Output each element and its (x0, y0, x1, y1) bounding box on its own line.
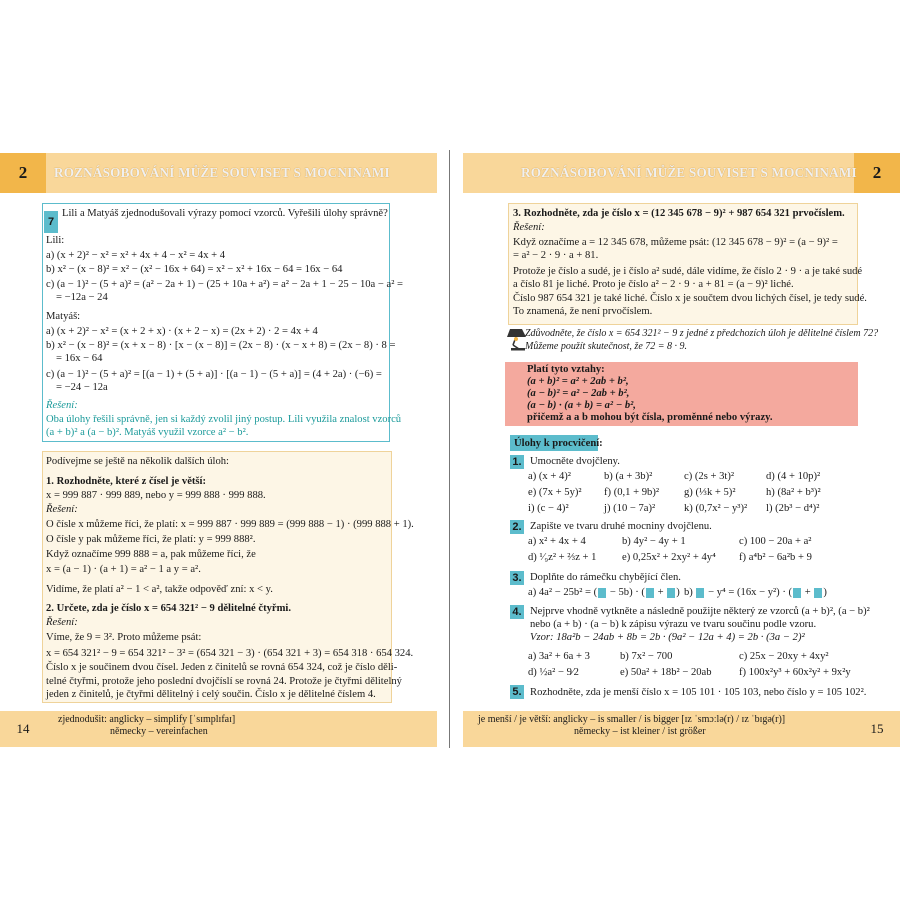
task4-line: nebo (a + b) · (a − b) k zápisu výrazu ve tvaru součinu podle vzoru. (530, 619, 817, 630)
matyas-line: = −24 − 12a (56, 382, 108, 393)
right-gloss-line: německy – ist kleiner / ist größer (574, 726, 706, 737)
task3-a-plus: + (654, 587, 667, 598)
q3-line: Když označíme a = 12 345 678, můžeme psát: (12 345 678 − 9)² = (a − 9)² = (513, 237, 838, 248)
task3-number: 3. (510, 571, 524, 585)
task7-number: 7 (44, 211, 58, 233)
task3-a-start: a) 4a² − 25b² = ( (528, 587, 598, 598)
q3-solution-label: Řešení: (513, 222, 545, 233)
task2-item: d) ¹⁄₉z² + ⅔z + 1 (528, 552, 597, 563)
q1-title: 1. Rozhodněte, které z čísel je větší: (46, 476, 207, 487)
task1-number: 1. (510, 455, 524, 469)
task1-item: a) (x + 4)² (528, 471, 571, 482)
task7-box (42, 203, 390, 442)
answer-box[interactable] (696, 588, 704, 598)
task4-line: Nejprve vhodně vytkněte a následně použijte některý ze vzorců (a + b)², (a − b)² (530, 606, 870, 617)
task4-item: e) 50a² + 18b² − 20ab (620, 667, 712, 678)
q3-line: a číslo 81 je liché. Proto je číslo a² − 2 · 9 · a + 81 = (a − 9)² liché. (513, 279, 794, 290)
task1-item: i) (c − 4)² (528, 503, 569, 514)
note-line: Můžeme použít skutečnost, že 72 = 8 · 9. (525, 341, 688, 352)
q1-line: Vidíme, že platí a² − 1 < a², takže odpověď zní: x < y. (46, 584, 273, 595)
q1-text: x = 999 887 · 999 889, nebo y = 999 888 · 999 888. (46, 490, 266, 501)
task4-example: Vzor: 18a²b − 24ab + 8b = 2b · (9a² − 12a + 4) = 2b · (3a − 2)² (530, 632, 805, 643)
matyas-line: a) (x + 2)² − x² = (x + 2 + x) · (x + 2 − x) = (2x + 2) · 2 = 4x + 4 (46, 326, 318, 337)
task1-item: h) (8a² + b³)² (766, 487, 821, 498)
matyas-label: Matyáš: (46, 311, 81, 322)
task1-item: d) (4 + 10p)² (766, 471, 821, 482)
lili-label: Lili: (46, 235, 65, 246)
right-chapter-title: ROZNÁSOBOVÁNÍ MŮŽE SOUVISET S MOCNINAMI (521, 165, 857, 180)
q3-line: To znamená, že není prvočíslem. (513, 306, 653, 317)
task3-b-start: b) (684, 587, 696, 598)
task2-item: b) 4y² − 4y + 1 (622, 536, 686, 547)
task1-item: k) (0,7x² − y³)² (684, 503, 748, 514)
note-line: Zdůvodněte, že číslo x = 654 321² − 9 z jedné z předchozích úloh je dělitelné číslem 72? (525, 328, 879, 339)
solution-line: Oba úlohy řešili správně, jen si každý zvolil jiný postup. Lili využila znalost vzorců (46, 414, 402, 425)
task1-item: c) (2s + 3t)² (684, 471, 735, 482)
task5-number: 5. (510, 685, 524, 699)
task4-number: 4. (510, 605, 524, 619)
left-page-number: 14 (16, 721, 30, 736)
answer-box[interactable] (793, 588, 801, 598)
q3-line: Protože je číslo a sudé, je i číslo a² sudé, dále vidíme, že číslo 2 · 9 · a je také sudé (513, 266, 863, 277)
lili-line: b) x² − (x − 8)² = x² − (x² − 16x + 64) = x² − x² + 16x − 64 = 16x − 64 (46, 264, 343, 275)
left-chapter-title: ROZNÁSOBOVÁNÍ MŮŽE SOUVISET S MOCNINAMI (54, 165, 390, 180)
task3-b-end: ) (823, 587, 827, 598)
q1-line: O čísle x můžeme říci, že platí: x = 999 887 · 999 889 = (999 888 − 1) · (999 888 + 1). (46, 519, 414, 530)
left-chapter-number: 2 (0, 153, 46, 193)
task7-intro: Lili a Matyáš zjednodušovali výrazy pomocí vzorců. Vyřešili úlohy správně? (62, 208, 388, 219)
q2-solution-label: Řešení: (46, 617, 78, 628)
q1-line: x = (a − 1) · (a + 1) = a² − 1 a y = a². (46, 564, 201, 575)
practice-title: Úlohy k procvičení: (514, 438, 603, 449)
right-chapter-number: 2 (854, 153, 900, 193)
task4-item: d) ½a² − 9⁄2 (528, 667, 579, 678)
matyas-line: b) x² − (x − 8)² = (x + x − 8) · [x − (x − 8)] = (2x − 8) · (x − x + 8) = (2x − 8) · 8 = (46, 340, 396, 351)
solution-line: (a + b)² a (a − b)². Matyáš využil vzorce a² − b². (46, 427, 249, 438)
lili-line: a) (x + 2)² − x² = x² + 4x + 4 − x² = 4x + 4 (46, 250, 226, 261)
task1-item: f) (0,1 + 9b)² (604, 487, 660, 498)
q1-line: O čísle y pak můžeme říci, že platí: y = 999 888². (46, 534, 256, 545)
solution-label: Řešení: (46, 400, 78, 411)
q2-line: Víme, že 9 = 3². Proto můžeme psát: (46, 632, 202, 643)
task4-item: b) 7x² − 700 (620, 651, 673, 662)
left-gloss-line: německy – vereinfachen (110, 726, 208, 737)
formula-line: (a − b) · (a + b) = a² − b², (527, 400, 636, 411)
task3-b-plus: + (802, 587, 814, 598)
answer-box[interactable] (598, 588, 606, 598)
lili-line: = −12a − 24 (56, 292, 108, 303)
task1-item: e) (7x + 5y)² (528, 487, 582, 498)
q2-line: x = 654 321² − 9 = 654 321² − 3² = (654 321 − 3) · (654 321 + 3) = 654 318 · 654 324. (46, 648, 414, 659)
answer-box[interactable] (667, 588, 675, 598)
q2-line: telné čtyřmi, protože jeho poslední dvojčíslí se rovná 24. Protože je čtyřmi dělitelný (46, 676, 402, 687)
task4-item: a) 3a² + 6a + 3 (528, 651, 590, 662)
lili-line: c) (a − 1)² − (5 + a)² = (a² − 2a + 1) − (25 + 10a + a²) = a² − 2a + 1 − 25 − 10a − a² = (46, 279, 404, 290)
matyas-line: = 16x − 64 (56, 353, 103, 364)
task2-item: f) a⁴b² − 6a²b + 9 (739, 552, 812, 563)
task3-text: Doplňte do rámečku chybějící člen. (530, 572, 681, 583)
q2-title: 2. Určete, zda je číslo x = 654 321² − 9 dělitelné čtyřmi. (46, 603, 292, 614)
task1-text: Umocněte dvojčleny. (530, 456, 620, 467)
task4-item: c) 25x − 20xy + 4xy² (739, 651, 829, 662)
answer-box[interactable] (646, 588, 654, 598)
task3-a (528, 586, 680, 599)
task1-item: l) (2b³ − d⁴)² (766, 503, 820, 514)
q2-line: Číslo x je součinem dvou čísel. Jeden z činitelů se rovná 654 324, což je číslo děli- (46, 662, 398, 673)
right-page-number: 15 (870, 721, 884, 736)
page-divider (449, 150, 450, 748)
q1-line: Když označíme 999 888 = a, pak můžeme říci, že (46, 549, 256, 560)
task3-a-end: ) (676, 587, 680, 598)
formula-line: (a − b)² = a² − 2ab + b², (527, 388, 630, 399)
task3-b-mid: − y⁴ = (16x − y²) · ( (705, 587, 793, 598)
q3-line: = a² − 2 · 9 · a + 81. (513, 250, 599, 261)
q2-line: jeden z činitelů, je čtyřmi dělitelný i celý součin. Číslo x je dělitelné číslem 4. (46, 689, 376, 700)
answer-box[interactable] (814, 588, 822, 598)
left-gloss-line: zjednodušit: anglicky – simplify [ˈsɪmplɪfaɪ] (58, 714, 236, 725)
q1-solution-label: Řešení: (46, 504, 78, 515)
task1-item: b) (a + 3b)² (604, 471, 653, 482)
formula-line: přičemž a a b mohou být čísla, proměnné nebo výrazy. (527, 412, 773, 423)
task2-text: Zapište ve tvaru druhé mocniny dvojčlenu. (530, 521, 712, 532)
task2-item: e) 0,25x² + 2xy² + 4y⁴ (622, 552, 716, 563)
task3-a-mid: − 5b) · ( (607, 587, 645, 598)
formula-line: (a + b)² = a² + 2ab + b², (527, 376, 629, 387)
matyas-line: c) (a − 1)² − (5 + a)² = [(a − 1) + (5 + a)] · [(a − 1) − (5 + a)] = (4 + 2a) · (−6) = (46, 369, 382, 380)
task4-item: f) 100x²y³ + 60x²y² + 9x²y (739, 667, 851, 678)
right-gloss-line: je menší / je větší: anglicky – is smaller / is bigger [ɪz ˈsmɔːlə(r) / ɪz ˈbɪgə(r)] (478, 714, 786, 725)
examples-intro: Podívejme se ještě na několik dalších úloh: (46, 456, 230, 467)
task1-item: g) (⅓k + 5)² (684, 487, 736, 498)
task5-text: Rozhodněte, zda je menší číslo x = 105 101 · 105 103, nebo číslo y = 105 102². (530, 687, 867, 698)
task1-item: j) (10 − 7a)² (604, 503, 656, 514)
q3-title: 3. Rozhodněte, zda je číslo x = (12 345 678 − 9)² + 987 654 321 prvočíslem. (513, 208, 845, 219)
task2-number: 2. (510, 520, 524, 534)
task2-item: a) x² + 4x + 4 (528, 536, 586, 547)
task3-b (684, 586, 827, 599)
q3-line: Číslo 987 654 321 je také liché. Číslo x je součtem dvou lichých čísel, je tedy sudé. (513, 293, 867, 304)
task2-item: c) 100 − 20a + a² (739, 536, 812, 547)
formula-title: Platí tyto vztahy: (527, 364, 605, 375)
